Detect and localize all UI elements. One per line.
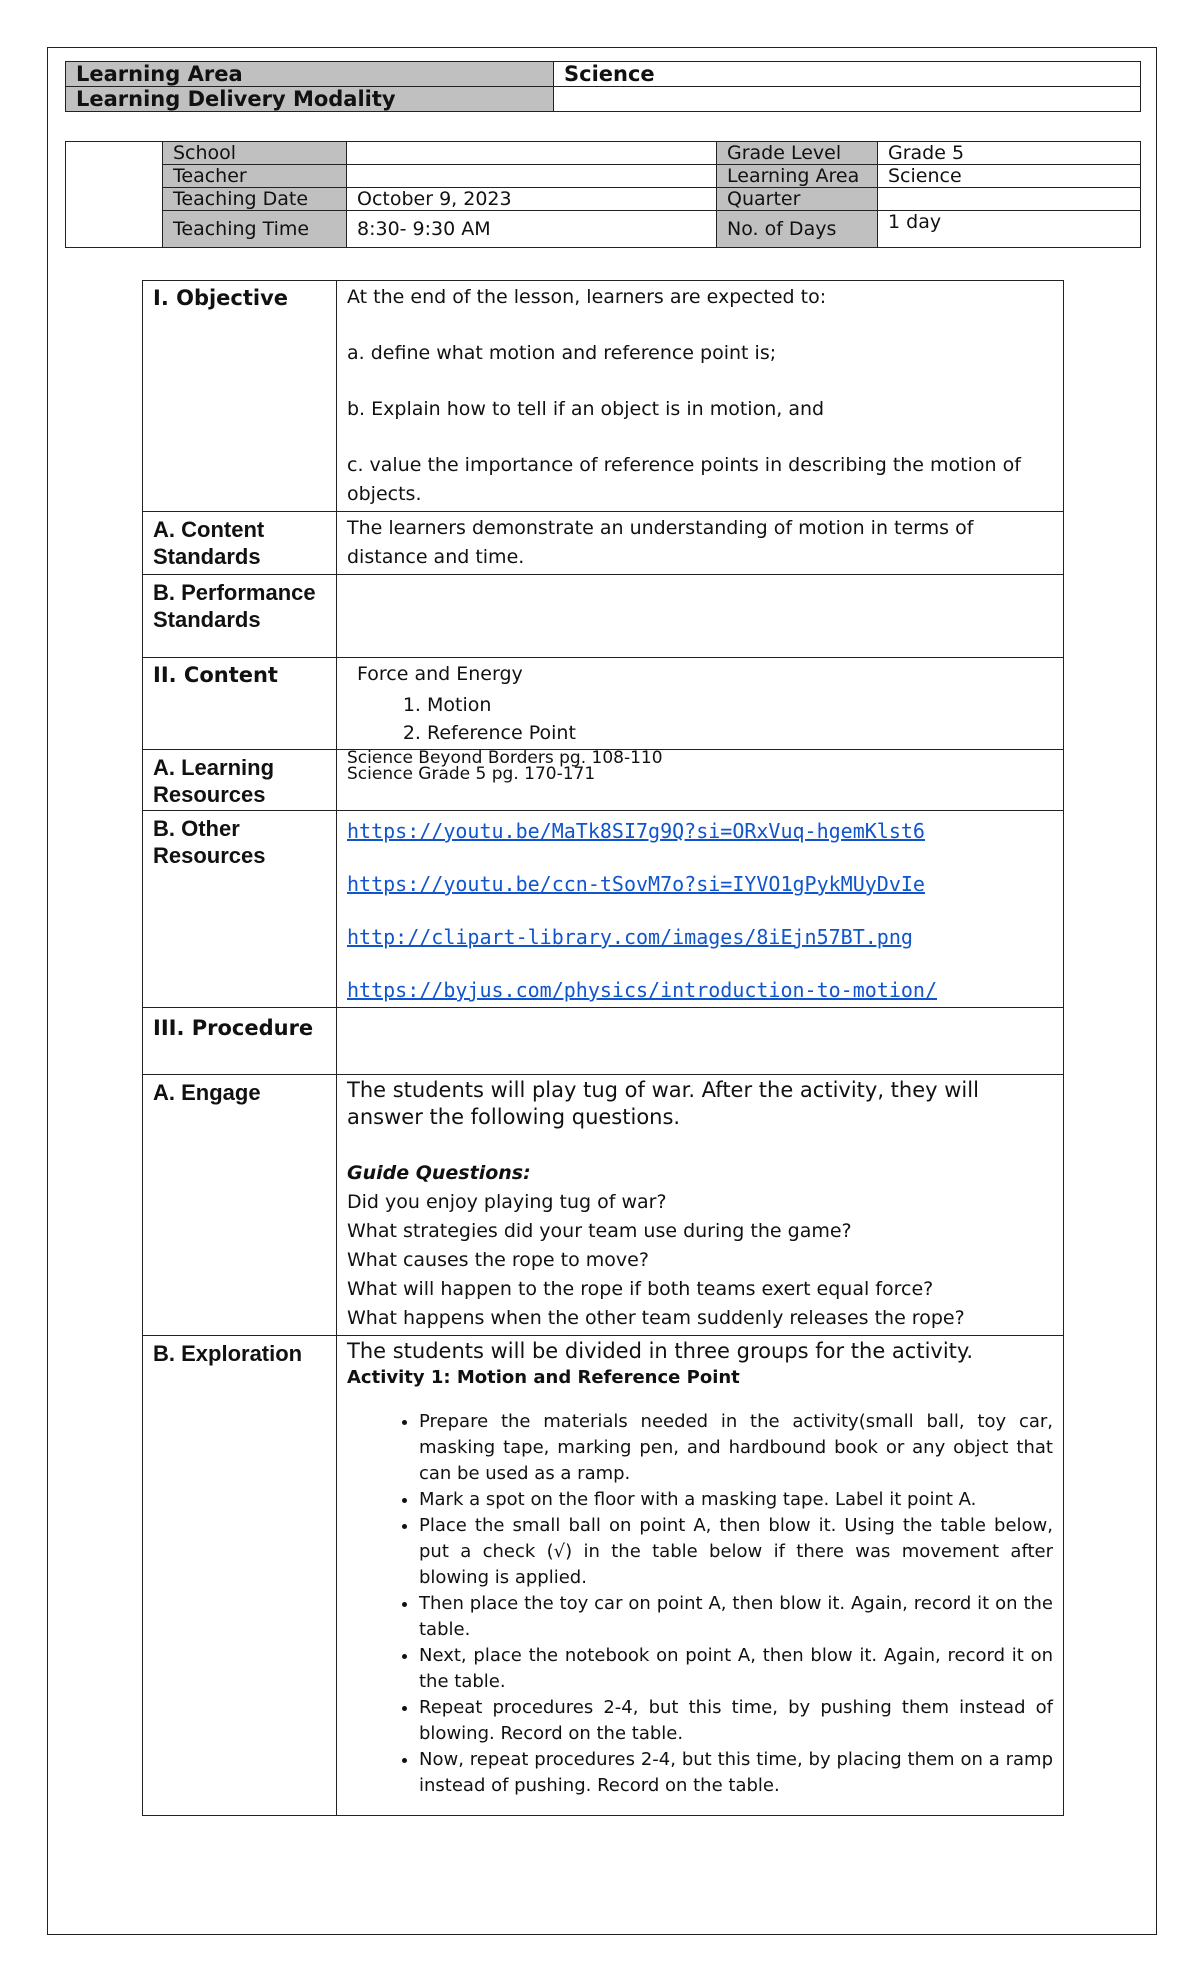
delivery-modality-label: Learning Delivery Modality (66, 87, 554, 112)
guide-question: What will happen to the rope if both teams exert equal force? (347, 1278, 934, 1300)
content-label: II. Content (143, 658, 337, 750)
objective-a: a. define what motion and reference point is; (347, 342, 777, 364)
learning-resources-row (143, 750, 1064, 811)
objective-label: I. Objective (143, 281, 337, 512)
resource-link[interactable]: https://byjus.com/physics/introduction-to-motion/ (347, 978, 938, 1002)
days-label: No. of Days (717, 211, 878, 248)
performance-standards-label: B. Performance Standards (143, 575, 337, 658)
activity-step: • Then place the toy car on point A, then blow it. Again, record it on the table. (419, 1591, 1053, 1643)
performance-standards-row (143, 575, 1064, 658)
teacher-value (347, 165, 717, 188)
exploration-row (143, 1336, 1064, 1816)
learning-resource-line: Science Beyond Borders pg. 108-110 (347, 748, 663, 768)
info-learning-area-value: Science (878, 165, 1141, 188)
activity-step: • Now, repeat procedures 2-4, but this time, by placing them on a ramp instead of pushing. Record on the table. (419, 1747, 1053, 1799)
engage-intro: The students will play tug of war. After the activity, they will answer the following questions. (347, 1078, 979, 1129)
learning-resources-label: A. Learning Resources (143, 750, 337, 811)
school-value (347, 142, 717, 165)
guide-question: What strategies did your team use during the game? (347, 1220, 852, 1242)
activity-step: • Next, place the notebook on point A, then blow it. Again, record it on the table. (419, 1643, 1053, 1695)
teaching-time-label: Teaching Time (163, 211, 347, 248)
content-standards-row (143, 512, 1064, 575)
activity-step: • Place the small ball on point A, then blow it. Using the table below, put a check (√) in the table below if there was movement after blowing is applied. (419, 1513, 1053, 1591)
exploration-content (337, 1336, 1064, 1816)
exploration-intro: The students will be divided in three groups for the activity. (347, 1339, 974, 1363)
teaching-time-value: 8:30- 9:30 AM (347, 211, 717, 248)
teaching-date-label: Teaching Date (163, 188, 347, 211)
delivery-modality-value (554, 87, 1141, 112)
grade-level-label: Grade Level (717, 142, 878, 165)
procedure-label: III. Procedure (143, 1008, 337, 1075)
activity-step: • Prepare the materials needed in the activity(small ball, toy car, masking tape, marking pen, and hardbound book or any object that can be used as a ramp. (419, 1409, 1053, 1487)
objective-b: b. Explain how to tell if an object is in motion, and (347, 398, 825, 420)
resource-link[interactable]: https://youtu.be/ccn-tSovM7o?si=IYVO1gPykMUyDvIe (347, 872, 925, 896)
objective-c: c. value the importance of reference points in describing the motion of objects. (347, 454, 1021, 505)
teaching-date-value: October 9, 2023 (347, 188, 717, 211)
teacher-label: Teacher (163, 165, 347, 188)
procedure-empty (337, 1008, 1064, 1075)
objective-intro: At the end of the lesson, learners are expected to: (347, 286, 827, 308)
learning-resource-line: Science Grade 5 pg. 170-171 (347, 764, 596, 784)
performance-standards-text (337, 575, 1064, 658)
resource-link[interactable]: http://clipart-library.com/images/8iEjn57BT.png (347, 925, 913, 949)
content-text (337, 658, 1064, 750)
content-standards-label: A. Content Standards (143, 512, 337, 575)
content-topic: Force and Energy (357, 663, 523, 685)
other-resources-links (337, 811, 1064, 1008)
other-resources-row (143, 811, 1064, 1008)
guide-questions-heading: Guide Questions: (347, 1162, 531, 1184)
grade-level-value: Grade 5 (878, 142, 1141, 165)
content-items (357, 691, 1053, 747)
lesson-plan-table (142, 280, 1064, 1816)
objective-content (337, 281, 1064, 512)
learning-area-value: Science (554, 62, 1141, 87)
objective-row (143, 281, 1064, 512)
content-row (143, 658, 1064, 750)
other-resources-label: B. Other Resources (143, 811, 337, 1008)
school-label: School (163, 142, 347, 165)
guide-question: Did you enjoy playing tug of war? (347, 1191, 667, 1213)
learning-resources-text (337, 750, 1064, 811)
guide-question: What causes the rope to move? (347, 1249, 649, 1271)
quarter-value (878, 188, 1141, 211)
blank-cell (66, 142, 163, 248)
resource-link[interactable]: https://youtu.be/MaTk8SI7g9Q?si=ORxVuq-hgemKlst6 (347, 819, 925, 843)
activity-step: • Repeat procedures 2-4, but this time, by pushing them instead of blowing. Record on the table. (419, 1695, 1053, 1747)
info-learning-area-label: Learning Area (717, 165, 878, 188)
header-table (65, 61, 1141, 112)
procedure-row (143, 1008, 1064, 1075)
days-value: 1 day (878, 211, 1141, 248)
engage-row (143, 1075, 1064, 1336)
quarter-label: Quarter (717, 188, 878, 211)
engage-label: A. Engage (143, 1075, 337, 1336)
activity-steps (347, 1409, 1053, 1799)
exploration-label: B. Exploration (143, 1336, 337, 1816)
activity-title: Activity 1: Motion and Reference Point (347, 1367, 740, 1388)
learning-area-label: Learning Area (66, 62, 554, 87)
engage-content (337, 1075, 1064, 1336)
content-item: 1. Motion (427, 691, 1053, 719)
guide-question: What happens when the other team suddenly releases the rope? (347, 1307, 965, 1329)
content-standards-text: The learners demonstrate an understanding of motion in terms of distance and time. (337, 512, 1064, 575)
lesson-info-table (65, 141, 1141, 248)
activity-step: • Mark a spot on the floor with a masking tape. Label it point A. (419, 1487, 1053, 1513)
content-item: 2. Reference Point (427, 719, 1053, 747)
